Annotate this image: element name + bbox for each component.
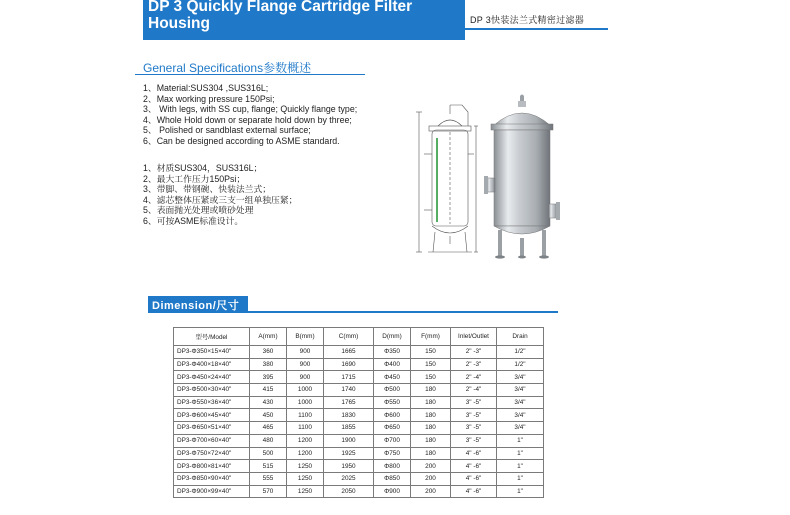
table-cell: 1900: [324, 434, 374, 447]
table-cell: 3" -5": [451, 422, 497, 435]
table-cell: 1": [497, 434, 544, 447]
table-cell: 1": [497, 485, 544, 498]
col-header-f: F(mm): [411, 328, 451, 346]
col-header-model: 型号/Model: [174, 328, 250, 346]
table-cell: 1950: [324, 460, 374, 473]
table-cell: 3/4": [497, 384, 544, 397]
table-cell: 515: [250, 460, 287, 473]
table-cell: 480: [250, 434, 287, 447]
filter-housing-drawing: [410, 92, 568, 262]
table-cell: 380: [250, 358, 287, 371]
table-cell: 1": [497, 447, 544, 460]
table-cell: 4" -6": [451, 472, 497, 485]
table-row: [174, 422, 544, 435]
table-cell-model: DP3-Φ350×15×40": [174, 346, 250, 359]
table-cell: 3/4": [497, 409, 544, 422]
dimension-heading: Dimension/尺寸: [152, 300, 240, 312]
table-row: [174, 447, 544, 460]
table-cell: Φ700: [374, 434, 411, 447]
col-header-drain: Drain: [497, 328, 544, 346]
spec-item: 1、Material:SUS304 ,SUS316L;: [143, 83, 269, 93]
table-cell: 150: [411, 371, 451, 384]
table-cell: Φ450: [374, 371, 411, 384]
table-cell: 1250: [287, 460, 324, 473]
table-cell: 150: [411, 358, 451, 371]
col-header-a: A(mm): [250, 328, 287, 346]
table-cell: Φ500: [374, 384, 411, 397]
general-specs-heading: General Specifications参数概述: [143, 61, 312, 75]
spec-item: 5、 Polished or sandblast external surface;: [143, 125, 311, 136]
table-cell: 1/2": [497, 346, 544, 359]
table-cell: 1690: [324, 358, 374, 371]
table-cell: 4" -6": [451, 460, 497, 473]
table-cell: 395: [250, 371, 287, 384]
table-cell: 180: [411, 384, 451, 397]
table-cell: 450: [250, 409, 287, 422]
table-cell: 415: [250, 384, 287, 397]
table-cell: 1100: [287, 422, 324, 435]
spec-item-cn: 2、最大工作压力150Psi；: [143, 173, 246, 184]
table-row: [174, 346, 544, 359]
table-row: [174, 472, 544, 485]
table-cell: 3" -5": [451, 434, 497, 447]
table-cell: 1200: [287, 447, 324, 460]
table-cell: 570: [250, 485, 287, 498]
table-row: [174, 358, 544, 371]
table-cell: 1000: [287, 384, 324, 397]
table-cell: 1/2": [497, 358, 544, 371]
table-cell: 900: [287, 346, 324, 359]
specs-list-cn: [143, 163, 297, 227]
spec-item-cn: 5、表面抛光处理或喷砂处理: [143, 205, 254, 216]
table-cell: 2" -4": [451, 371, 497, 384]
table-cell: 4" -6": [451, 447, 497, 460]
table-cell: 200: [411, 485, 451, 498]
spec-item: 3、 With legs, with SS cup, flange; Quickly flange type;: [143, 104, 358, 115]
table-cell: 200: [411, 472, 451, 485]
table-cell-model: DP3-Φ700×60×40": [174, 434, 250, 447]
table-cell: 430: [250, 396, 287, 409]
table-cell: 3/4": [497, 396, 544, 409]
table-row: [174, 409, 544, 422]
spec-item-cn: 1、材质SUS304，SUS316L；: [143, 163, 263, 173]
table-cell-model: DP3-Φ600×45×40": [174, 409, 250, 422]
table-cell: 465: [250, 422, 287, 435]
table-cell: 360: [250, 346, 287, 359]
table-cell: Φ550: [374, 396, 411, 409]
col-header-b: B(mm): [287, 328, 324, 346]
table-cell: Φ600: [374, 409, 411, 422]
spec-item-cn: 6、可按ASME标准设计。: [143, 215, 244, 226]
table-cell: 1250: [287, 472, 324, 485]
table-cell: 2" -4": [451, 384, 497, 397]
col-header-d: D(mm): [374, 328, 411, 346]
table-cell-model: DP3-Φ500×30×40": [174, 384, 250, 397]
table-cell-model: DP3-Φ650×51×40": [174, 422, 250, 435]
table-cell: 1000: [287, 396, 324, 409]
table-cell: 180: [411, 447, 451, 460]
table-cell-model: DP3-Φ750×72×40": [174, 447, 250, 460]
table-cell: Φ900: [374, 485, 411, 498]
table-cell: 1765: [324, 396, 374, 409]
table-cell: 1715: [324, 371, 374, 384]
table-cell: 2" -3": [451, 358, 497, 371]
table-cell: 3" -5": [451, 409, 497, 422]
table-row: [174, 485, 544, 498]
table-cell: 1830: [324, 409, 374, 422]
spec-item: 4、Whole Hold down or separate hold down by three;: [143, 114, 352, 125]
table-cell: Φ850: [374, 472, 411, 485]
table-row: [174, 371, 544, 384]
general-specs-underline: [135, 74, 365, 75]
spec-item: 6、Can be designed according to ASME standard.: [143, 135, 340, 146]
technical-drawing: [416, 105, 478, 252]
dimension-underline: [148, 311, 558, 313]
housing-photo: [484, 95, 560, 259]
table-cell: Φ800: [374, 460, 411, 473]
specs-list-en: [143, 83, 357, 147]
table-cell: 180: [411, 409, 451, 422]
table-cell-model: DP3-Φ450×24×40": [174, 371, 250, 384]
table-cell: 500: [250, 447, 287, 460]
table-cell: 3/4": [497, 422, 544, 435]
table-cell: 150: [411, 346, 451, 359]
table-cell: 1250: [287, 485, 324, 498]
table-cell: Φ400: [374, 358, 411, 371]
page-subtitle-cn: DP 3快装法兰式精密过滤器: [470, 15, 585, 25]
table-cell: 1665: [324, 346, 374, 359]
table-cell: 180: [411, 396, 451, 409]
table-cell: 555: [250, 472, 287, 485]
table-row: [174, 460, 544, 473]
table-cell: 1925: [324, 447, 374, 460]
table-cell: 2025: [324, 472, 374, 485]
table-cell: 2" -3": [451, 346, 497, 359]
table-body: [174, 346, 544, 498]
table-cell: 1100: [287, 409, 324, 422]
table-cell: 200: [411, 460, 451, 473]
spec-item: 2、Max working pressure 150Psi;: [143, 93, 275, 104]
table-row: [174, 384, 544, 397]
table-cell-model: DP3-Φ800×81×40": [174, 460, 250, 473]
table-cell: 1200: [287, 434, 324, 447]
table-cell-model: DP3-Φ550×36×40": [174, 396, 250, 409]
table-cell: 3/4": [497, 371, 544, 384]
table-cell-model: DP3-Φ400×18×40": [174, 358, 250, 371]
col-header-inlet-outlet: Inlet/Outlet: [451, 328, 497, 346]
table-cell: 1": [497, 460, 544, 473]
table-cell: 3" -5": [451, 396, 497, 409]
table-cell-model: DP3-Φ900×99×40": [174, 485, 250, 498]
table-cell: 900: [287, 371, 324, 384]
table-cell: 180: [411, 434, 451, 447]
table-row: [174, 396, 544, 409]
table-cell: 1855: [324, 422, 374, 435]
spec-item-cn: 4、滤芯整体压紧或三支一组单独压紧；: [143, 194, 298, 205]
table-row: [174, 434, 544, 447]
spec-item-cn: 3、带脚、带钢碗、快装法兰式；: [143, 184, 272, 195]
table-cell: Φ350: [374, 346, 411, 359]
table-cell: 900: [287, 358, 324, 371]
table-cell: 4" -6": [451, 485, 497, 498]
table-cell: 1": [497, 472, 544, 485]
table-cell: Φ750: [374, 447, 411, 460]
table-cell: 2050: [324, 485, 374, 498]
page-title: DP 3 Quickly Flange Cartridge Filter Housing: [148, 0, 413, 32]
table-cell: 180: [411, 422, 451, 435]
table-cell-model: DP3-Φ850×90×40": [174, 472, 250, 485]
col-header-c: C(mm): [324, 328, 374, 346]
table-header-row: [174, 328, 544, 346]
dimension-table: [173, 327, 544, 498]
table-cell: Φ650: [374, 422, 411, 435]
table-cell: 1740: [324, 384, 374, 397]
